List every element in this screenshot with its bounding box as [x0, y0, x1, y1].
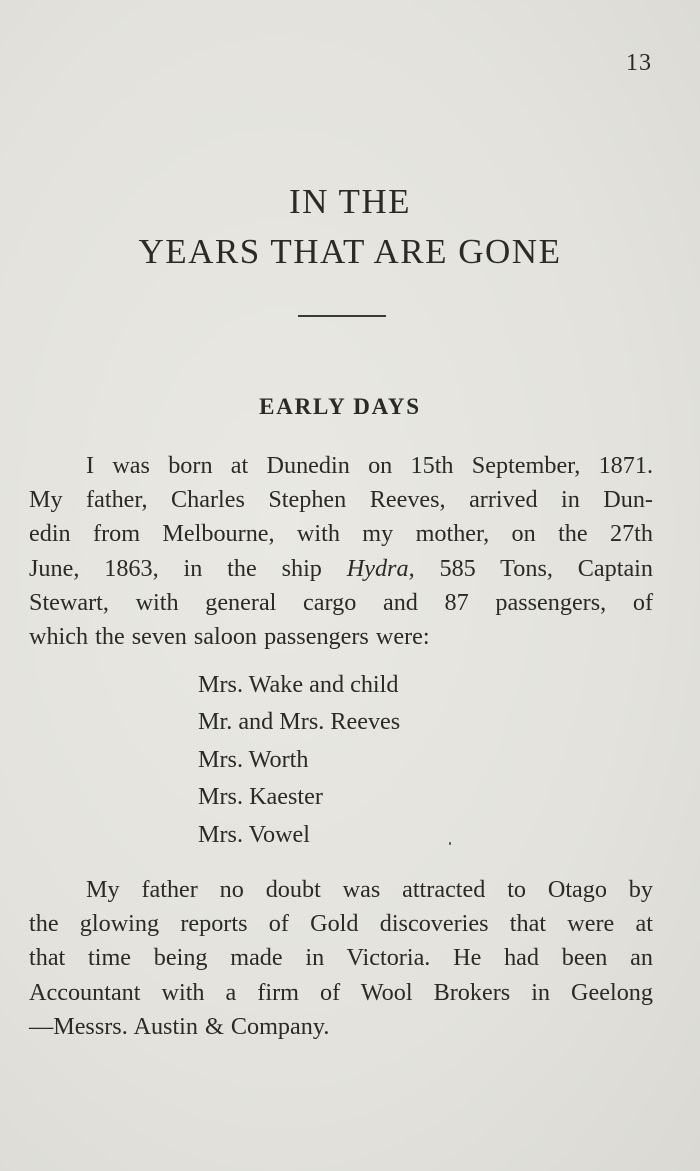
paragraph-line: which the seven saloon passengers were: — [29, 622, 430, 650]
chapter-title-line-2: YEARS THAT ARE GONE — [138, 232, 562, 271]
paragraph-line: edin from Melbourne, with my mother, on the 27th — [29, 520, 653, 548]
paragraph-line: that time being made in Victoria. He had been an — [29, 944, 653, 972]
passenger-item: Mrs. Wake and child — [198, 671, 399, 698]
page-number: 13 — [626, 50, 652, 76]
paragraph-line: Accountant with a firm of Wool Brokers in Geelong — [29, 978, 653, 1006]
paragraph-line: My father no doubt was attracted to Otago by — [86, 876, 653, 903]
paragraph-line: the glowing reports of Gold discoveries that were at — [29, 910, 653, 938]
passenger-item: Mrs. Vowel — [198, 820, 310, 848]
paragraph-line: My father, Charles Stephen Reeves, arrived in Dun- — [29, 486, 653, 514]
paragraph-line: —Messrs. Austin & Company. — [29, 1012, 330, 1040]
saloon-passenger-list — [198, 666, 400, 853]
chapter-title-line-1: IN THE — [288, 182, 412, 221]
section-heading: EARLY DAYS — [259, 394, 421, 419]
paragraph-father-background — [29, 873, 653, 1044]
paragraph-line: June, 1863, in the ship Hydra, 585 Tons, Captain — [29, 554, 653, 582]
passenger-item: Mrs. Kaester — [198, 783, 323, 811]
passenger-item: Mr. and Mrs. Reeves — [198, 708, 401, 736]
title-divider — [298, 315, 386, 317]
paper-speck — [449, 842, 451, 845]
paragraph-birth-and-arrival — [29, 449, 653, 654]
ship-name: Hydra, — [346, 554, 415, 582]
paragraph-line: I was born at Dunedin on 15th September, 1871. — [86, 452, 653, 479]
paragraph-line: Stewart, with general cargo and 87 passengers, of — [29, 588, 653, 616]
passenger-item: Mrs. Worth — [198, 745, 309, 773]
